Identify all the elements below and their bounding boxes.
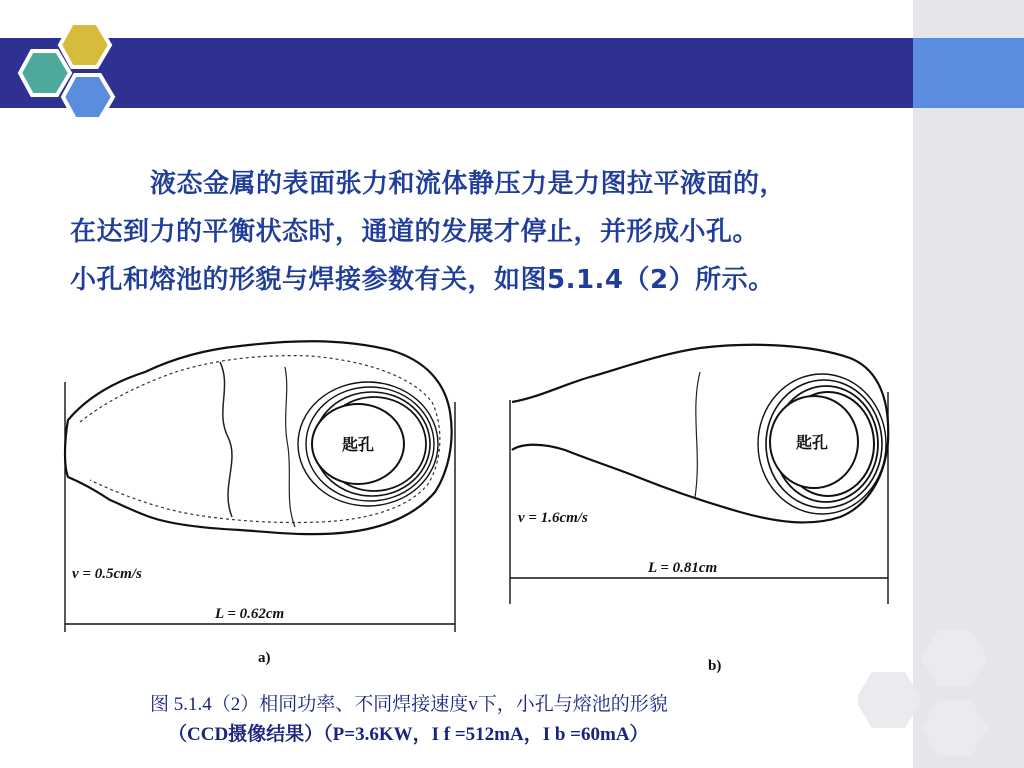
solidification-front-a [220,362,232,517]
deco-hexagon-3 [921,700,988,756]
keyhole-label-b: 匙孔 [796,435,829,452]
speed-label-b: v = 1.6cm/s [518,510,588,526]
caption-line-2: （CCD摄像结果）（P=3.6KW，I f =512mA，I b =60mA） [168,724,649,745]
teal-hexagon [20,51,70,95]
length-label-a: L = 0.62cm [215,606,285,622]
isotherm-b-1 [695,372,700,497]
body-line-1: 液态金属的表面张力和流体静压力是力图拉平液面的， [150,169,787,199]
subfigure-tag-b: b) [708,658,722,674]
yellow-hexagon [60,23,110,67]
figure-caption [150,690,870,750]
isotherm-a-1 [285,367,295,527]
hexagon-logo-icon [10,22,122,124]
subfigure-tag-a: a) [258,650,271,666]
blue-hexagon [63,75,113,119]
speed-label-a: v = 0.5cm/s [72,566,142,582]
figure-a [65,341,455,666]
figure-b [510,345,888,674]
weld-pool-figure [50,332,900,682]
body-line-3: 小孔和熔池的形貌与焊接参数有关，如图5.1.4（2）所示。 [70,265,775,295]
length-label-b: L = 0.81cm [648,560,718,576]
caption-line-1: 图 5.1.4（2）相同功率、不同焊接速度v下，小孔与熔池的形貌 [150,694,668,715]
body-paragraph [70,160,970,304]
header-band-accent [913,38,1024,108]
keyhole-label-a: 匙孔 [342,437,375,454]
body-line-2: 在达到力的平衡状态时，通道的发展才停止，并形成小孔。 [70,217,760,247]
deco-hexagon-1 [921,630,988,686]
header-band [0,38,913,108]
